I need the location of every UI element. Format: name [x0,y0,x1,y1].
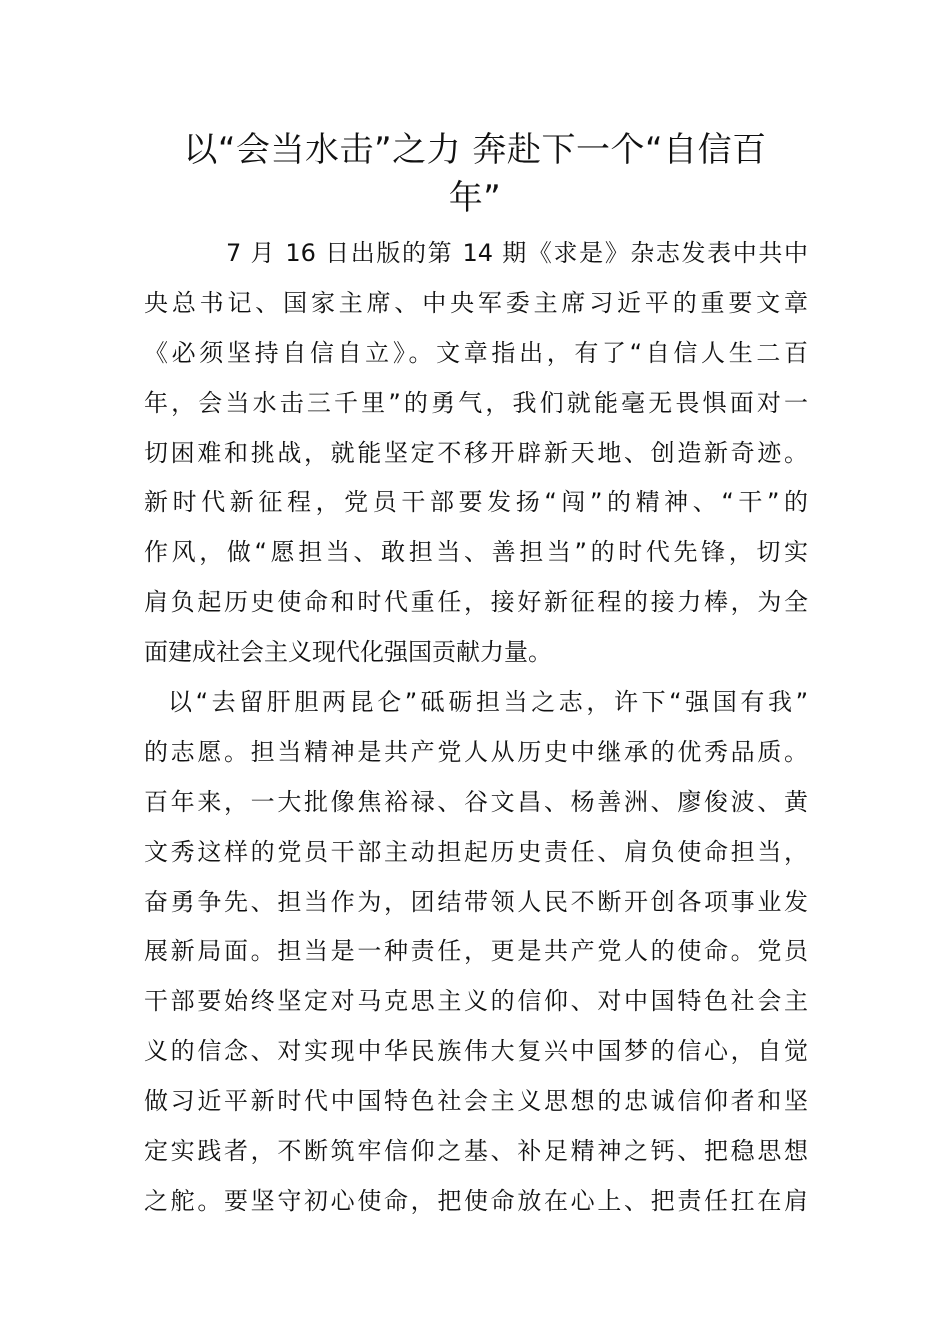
text-line: 作风，做“愿担当、敢担当、善担当”的时代先锋，切实 [144,538,808,567]
paragraph-2 [144,678,808,1227]
text-line: 切困难和挑战，就能坚定不移开辟新天地、创造新奇迹。 [144,438,808,467]
text-line: 面建成社会主义现代化强国贡献力量。 [144,638,552,667]
text-line: 定实践者，不断筑牢信仰之基、补足精神之钙、把稳思想 [144,1137,808,1166]
text-line: 之舵。要坚守初心使命，把使命放在心上、把责任扛在肩 [144,1186,808,1215]
text-line: 《必须坚持自信自立》。文章指出，有了“自信人生二百 [144,338,808,367]
title-line: 以“会当水击”之力 奔赴下一个“自信百 [183,130,767,170]
text-line: 义的信念、对实现中华民族伟大复兴中国梦的信心，自觉 [144,1037,808,1066]
document-title [140,126,810,222]
text-line: 做习近平新时代中国特色社会主义思想的忠诚信仰者和坚 [144,1087,808,1116]
text-line: 百年来，一大批像焦裕禄、谷文昌、杨善洲、廖俊波、黄 [144,787,808,816]
document-body [144,229,808,1227]
text-line: 的志愿。担当精神是共产党人从历史中继承的优秀品质。 [144,737,808,766]
text-line: 文秀这样的党员干部主动担起历史责任、肩负使命担当， [144,837,808,866]
text-line: 肩负起历史使命和时代重任，接好新征程的接力棒，为全 [144,588,808,617]
text-line: 7 月 16 日出版的第 14 期《求是》杂志发表中共中 [226,239,808,267]
text-line: 以“去留肝胆两昆仑”砥砺担当之志，许下“强国有我” [168,688,808,717]
title-line: 年” [448,178,502,218]
text-line: 新时代新征程，党员干部要发扬“闯”的精神、“干”的 [144,488,808,517]
text-line: 奋勇争先、担当作为，团结带领人民不断开创各项事业发 [144,887,808,916]
text-line: 年，会当水击三千里”的勇气，我们就能毫无畏惧面对一 [144,388,808,417]
text-line: 干部要始终坚定对马克思主义的信仰、对中国特色社会主 [144,987,808,1016]
paragraph-1 [144,229,808,678]
text-line: 展新局面。担当是一种责任，更是共产党人的使命。党员 [144,937,808,966]
text-line: 央总书记、国家主席、中央军委主席习近平的重要文章 [144,288,808,317]
